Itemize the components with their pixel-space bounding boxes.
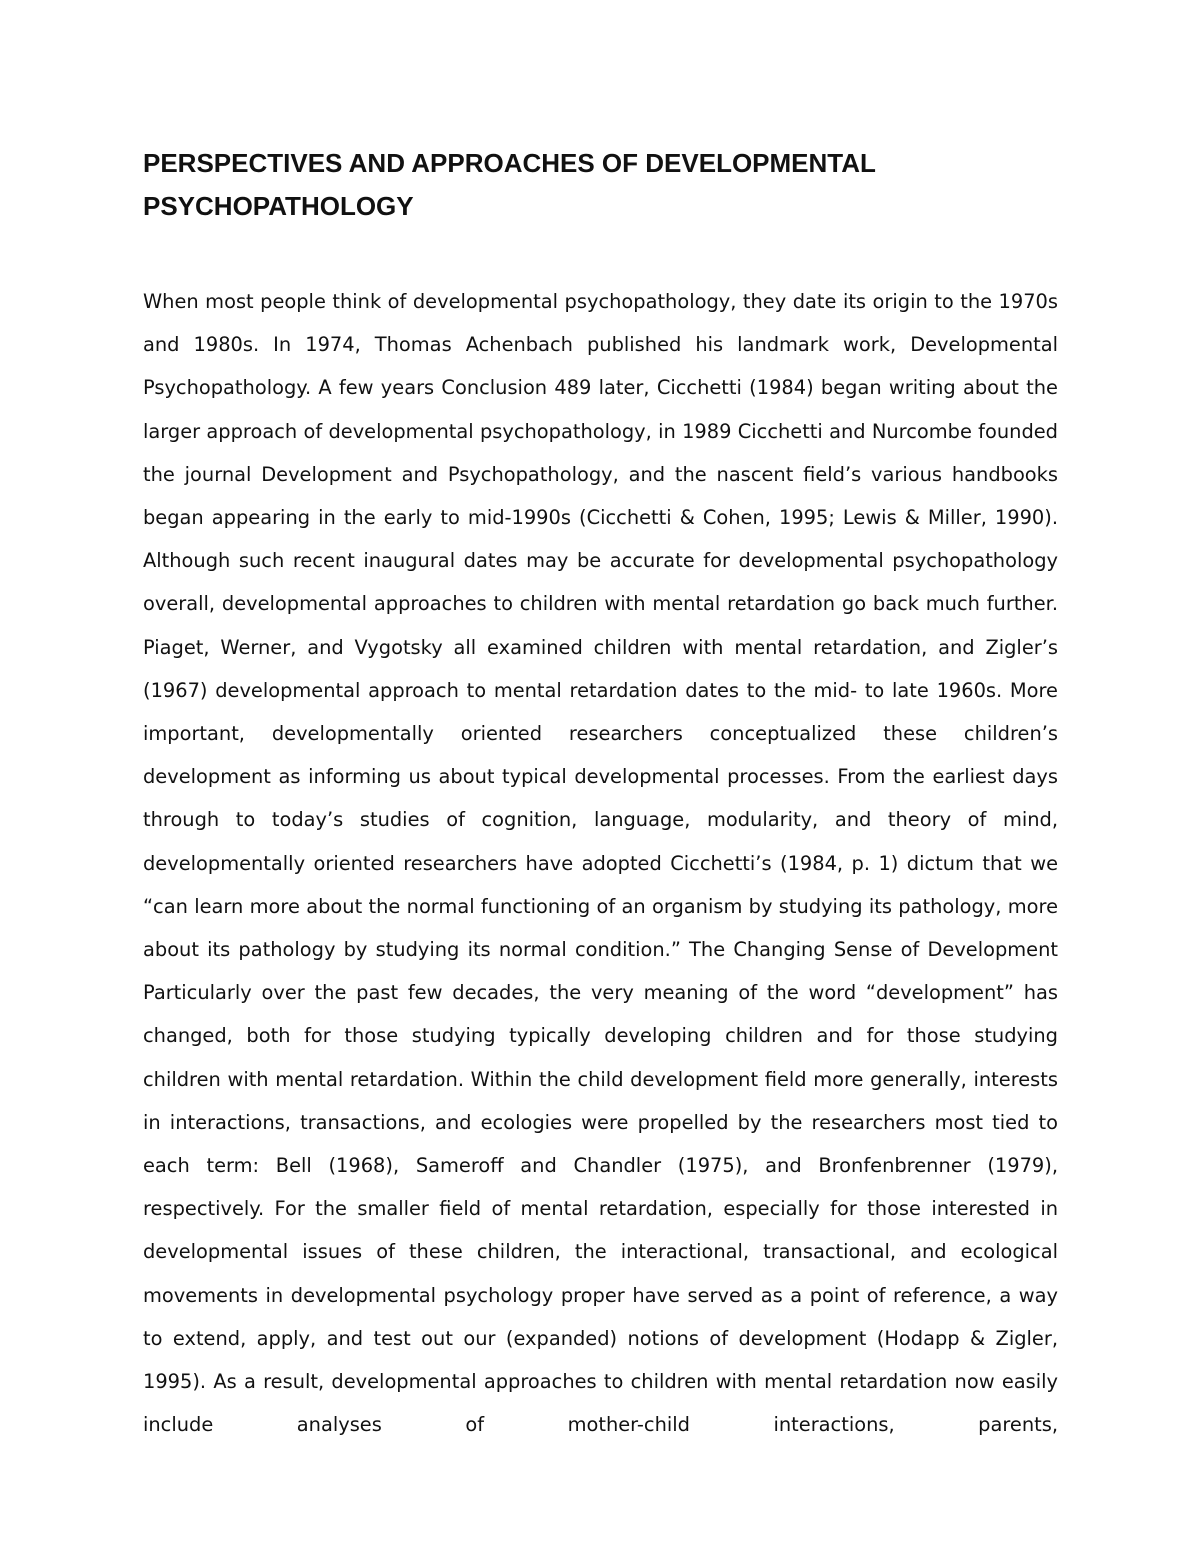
body-paragraph: When most people think of developmental psychopathology, they date its origin to the 1970s and 1980s. In 1974, Thomas Achenbach published his landmark work, Developmental Psychopathology. A few years Conclusion 489 later, Cicchetti (1984) began writing about the larger approach of developmental psychopathology, in 1989 Cicchetti and Nurcombe founded the journal Development and Psychopathology, and the nascent field’s various handbooks began appearing in the early to mid-1990s (Cicchetti & Cohen, 1995; Lewis & Miller, 1990). Although such recent inaugural dates may be accurate for developmental psychopathology overall, developmental approaches to children with mental retardation go back much further. Piaget, Werner, and Vygotsky all examined children with mental retardation, and Zigler’s (1967) developmental approach to mental retardation dates to the mid- to late 1960s. More important, developmentally oriented researchers conceptualized these children’s development as informing us about typical developmental processes. From the earliest days through to today’s studies of cognition, language, modularity, and theory of mind, developmentally oriented researchers have adopted Cicchetti’s (1984, p. 1) dictum that we “can learn more about the normal functioning of an organism by studying its pathology, more about its pathology by studying its normal condition.” The Changing Sense of Development Particularly over the past few decades, the very meaning of the word “development” has changed, both for those studying typically developing children and for those studying children with mental retardation. Within the child development field more generally, interests in interactions, transactions, and ecologies were propelled by the researchers most tied to each term: Bell (1968), Sameroff and Chandler (1975), and Bronfenbrenner (1979), respectively. For the smaller field of mental retardation, especially for those interested in developmental issues of these children, the interactional, transactional, and ecological movements in developmental psychology proper have served as a point of reference, a way to extend, apply, and test out our (expanded) notions of development (Hodapp & Zigler, 1995). As a result, developmental approaches to children with mental retardation now easily include analyses of mother-child interactions, parents, xyxy=(143,290,1058,1437)
document-title: PERSPECTIVES AND APPROACHES OF DEVELOPMENTAL PSYCHOPATHOLOGY xyxy=(143,148,876,221)
